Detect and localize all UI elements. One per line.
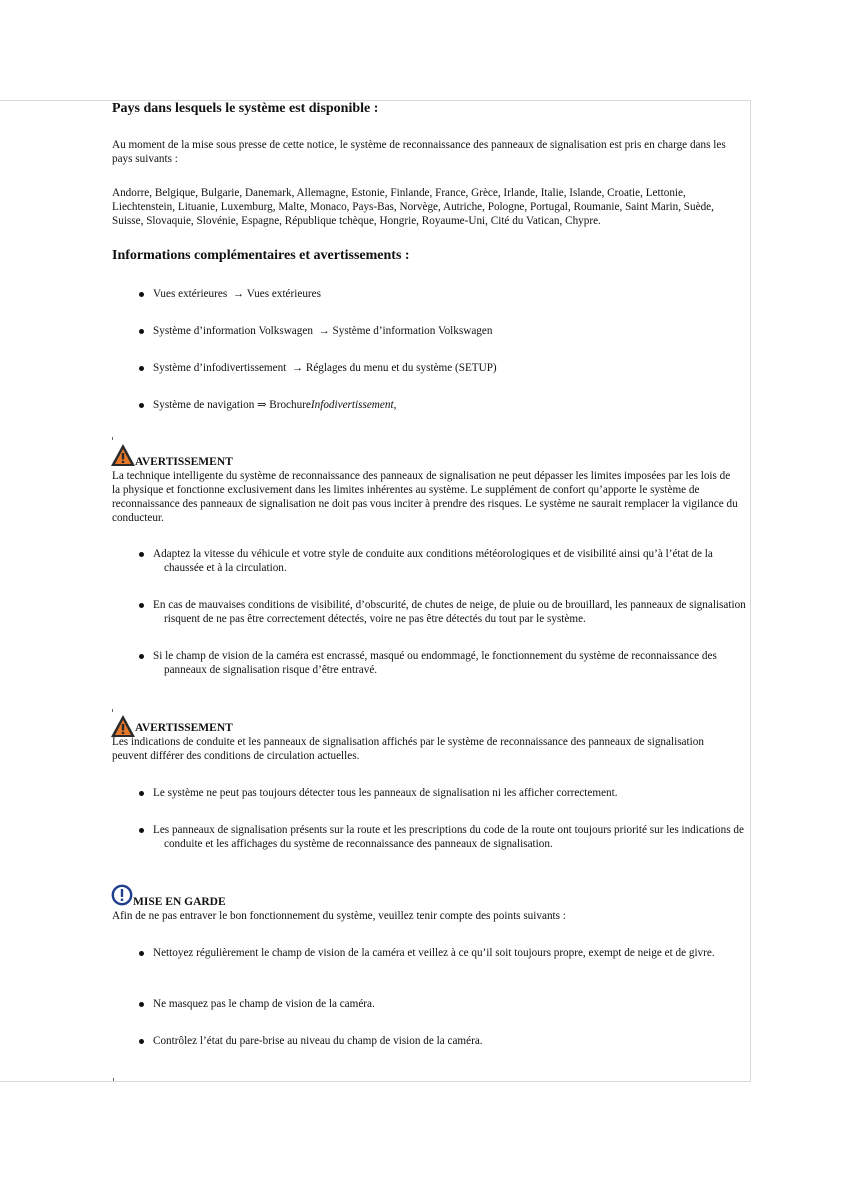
warning-body-text: Les indications de conduite et les panneaux de signalisation affichés par le système de reconnaissance des panneaux de signalisation peuvent différer des conditions de circulation actuelles. <box>112 736 704 762</box>
bullet-icon <box>139 552 144 557</box>
warning-body-text: La technique intelligente du système de reconnaissance des panneaux de signalisation ne peut dépasser les limites imposées par les lois de la physique et fonctionne exclusivement dans les limites inhérentes au système. Le supplément de confort qu’apporte le système de reconnaissance des panneaux de signalisation ne doit pas vous inciter à prendre des risques. Le système ne saurait remplacer la vigilance du conducteur. <box>112 470 738 524</box>
list-item: Les panneaux de signalisation présents sur la route et les prescriptions du code de la route ont toujours priorité sur les indications de conduite et les affichages du système de reconnaissance des panneaux de signalisation. <box>153 824 744 850</box>
list-item <box>153 361 497 375</box>
list-item: Si le champ de vision de la caméra est encrassé, masqué ou endommagé, le fonctionnement du système de reconnaissance des panneaux de signalisation risque d’être entravé. <box>153 650 717 676</box>
bullet-icon <box>139 951 144 956</box>
section-heading-info: Informations complémentaires et avertissements : <box>112 248 410 263</box>
countries-intro-text: Au moment de la mise sous presse de cette notice, le système de reconnaissance des panneaux de signalisation est pris en charge dans les pays suivants : <box>112 139 726 165</box>
bullet-icon <box>139 654 144 659</box>
list-item: Contrôlez l’état du pare-brise au niveau du champ de vision de la caméra. <box>153 1035 483 1047</box>
list-item-label: Système d’infodivertissement <box>153 362 287 374</box>
double-arrow-icon: ⇒ <box>257 399 267 411</box>
margin-mark <box>112 709 113 712</box>
list-item-label: Vues extérieures <box>153 288 228 300</box>
bullet-icon <box>139 828 144 833</box>
list-item <box>153 324 492 338</box>
list-item: Le système ne peut pas toujours détecter tous les panneaux de signalisation ni les afficher correctement. <box>153 787 618 799</box>
list-item: Adaptez la vitesse du véhicule et votre style de conduite aux conditions météorologiques et de visibilité ainsi qu’à l’état de la chaussée et à la circulation. <box>153 548 713 574</box>
arrow-icon: → <box>318 325 330 337</box>
list-item-label: Système d’information Volkswagen <box>153 325 313 337</box>
bullet-icon <box>139 403 144 408</box>
warning-title: AVERTISSEMENT <box>135 722 233 734</box>
list-item: Système de navigation ⇒ BrochureInfodivertissement, <box>153 399 397 411</box>
caution-title: MISE EN GARDE <box>133 896 226 908</box>
section-heading-countries: Pays dans lesquels le système est disponible : <box>112 101 379 116</box>
bullet-icon <box>139 366 144 371</box>
list-item: Ne masquez pas le champ de vision de la caméra. <box>153 998 375 1010</box>
bullet-icon <box>139 329 144 334</box>
cross-reference-link[interactable]: Réglages du menu et du système (SETUP) <box>305 362 497 374</box>
margin-mark <box>113 1078 114 1081</box>
bullet-icon <box>139 1039 144 1044</box>
bullet-icon <box>139 603 144 608</box>
warning-triangle-icon <box>110 443 136 467</box>
arrow-icon: → <box>291 362 304 374</box>
caution-exclamation-icon <box>111 884 133 906</box>
bullet-icon <box>139 1002 144 1007</box>
arrow-icon: → <box>232 288 244 300</box>
margin-mark <box>112 437 113 440</box>
bullet-icon <box>139 292 144 297</box>
countries-list-text: Andorre, Belgique, Bulgarie, Danemark, Allemagne, Estonie, Finlande, France, Grèce, Irlande, Italie, Islande, Croatie, Lettonie, Liechtenstein, Lituanie, Luxemburg, Malte, Monaco, Pays-Bas, Norvège, Autriche, Pologne, Portugal, Roumanie, Saint Marin, Suède, Suisse, Slovaquie, Slovénie, Espagne, République tchèque, Hongrie, Royaume-Uni, Cité du Vatican, Chypre. <box>112 187 714 227</box>
caution-body-text: Afin de ne pas entraver le bon fonctionnement du système, veuillez tenir compte des points suivants : <box>112 910 566 922</box>
cross-reference-link[interactable]: Vues extérieures <box>246 288 321 300</box>
list-item: En cas de mauvaises conditions de visibilité, d’obscurité, de chutes de neige, de pluie ou de brouillard, les panneaux de signalisation risquent de ne pas être correctement détectés, voire ne pas être détectés du tout par le système. <box>153 599 746 625</box>
list-item-label: Système de navigation <box>153 399 255 411</box>
list-item: Nettoyez régulièrement le champ de vision de la caméra et veillez à ce qu’il soit toujours propre, exempt de neige et de givre. <box>153 947 715 959</box>
list-item <box>153 287 321 301</box>
bullet-icon <box>139 791 144 796</box>
warning-title: AVERTISSEMENT <box>135 456 233 468</box>
cross-reference-link[interactable]: BrochureInfodivertissement <box>269 399 394 411</box>
cross-reference-link[interactable]: Système d’information Volkswagen <box>332 325 493 337</box>
